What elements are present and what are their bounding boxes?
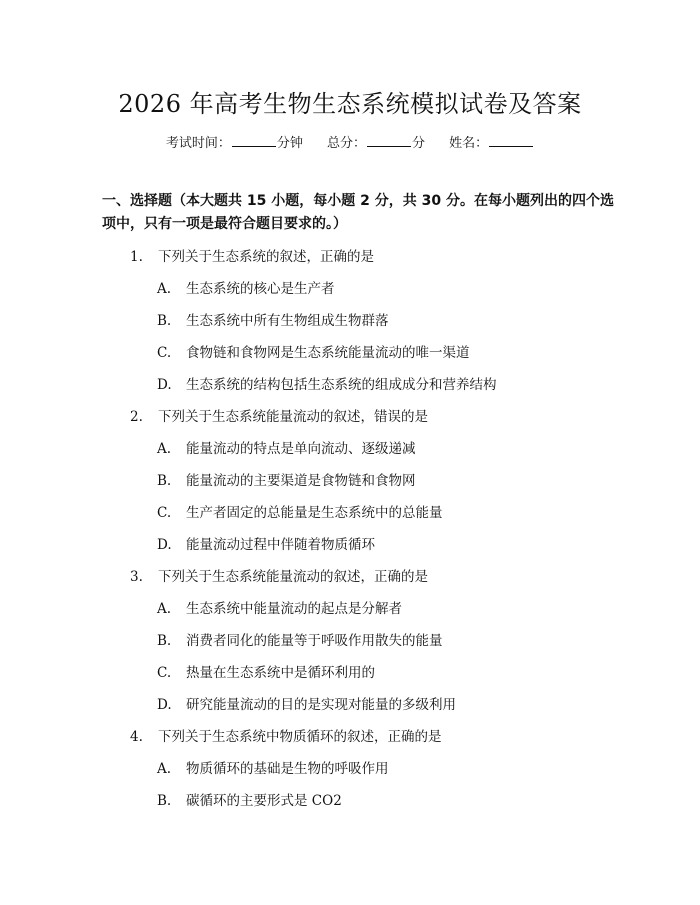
option-1c [157, 341, 470, 361]
option-text: 消费者同化的能量等于呼吸作用散失的能量 [186, 633, 443, 649]
name-blank [489, 134, 533, 147]
option-letter: A. [157, 761, 172, 777]
option-text: 能量流动的主要渠道是食物链和食物网 [186, 473, 416, 489]
option-4b [157, 789, 342, 809]
option-2b [157, 469, 416, 489]
option-3d [157, 693, 456, 713]
time-blank [232, 134, 276, 147]
option-letter: A. [157, 441, 172, 457]
name-field [449, 136, 534, 151]
time-label: 考试时间： [165, 136, 231, 151]
time-unit: 分钟 [276, 136, 303, 151]
option-letter: D. [157, 537, 172, 553]
option-text: 生态系统中能量流动的起点是分解者 [186, 601, 402, 617]
question-number: 2. [130, 409, 143, 425]
question-1 [130, 245, 374, 265]
option-1b [157, 309, 389, 329]
option-text: 能量流动的特点是单向流动、逐级递减 [186, 441, 416, 457]
option-letter: B. [157, 633, 172, 649]
option-2c [157, 501, 443, 521]
question-4 [130, 725, 442, 745]
question-3 [130, 565, 428, 585]
option-text: 碳循环的主要形式是 CO2 [186, 793, 342, 809]
option-3a [157, 597, 402, 617]
option-text: 能量流动过程中伴随着物质循环 [186, 537, 375, 553]
option-3b [157, 629, 443, 649]
option-text: 食物链和食物网是生态系统能量流动的唯一渠道 [186, 345, 470, 361]
option-text: 生态系统的结构包括生态系统的组成成分和营养结构 [186, 377, 497, 393]
name-label: 姓名： [449, 136, 489, 151]
question-number: 1. [130, 249, 143, 265]
question-2 [130, 405, 428, 425]
question-stem: 下列关于生态系统能量流动的叙述，正确的是 [158, 569, 428, 585]
option-letter: B. [157, 793, 172, 809]
option-text: 物质循环的基础是生物的呼吸作用 [186, 761, 389, 777]
option-letter: C. [157, 665, 172, 681]
option-letter: B. [157, 473, 172, 489]
score-field [327, 136, 425, 151]
option-letter: A. [157, 281, 172, 297]
score-unit: 分 [412, 136, 426, 151]
option-3c [157, 661, 375, 681]
option-text: 生态系统中所有生物组成生物群落 [186, 313, 389, 329]
option-1a [157, 277, 335, 297]
option-letter: B. [157, 313, 172, 329]
option-4a [157, 757, 389, 777]
score-blank [367, 134, 411, 147]
option-text: 热量在生态系统中是循环利用的 [186, 665, 375, 681]
page-title: 2026 年高考生物生态系统模拟试卷及答案 [118, 90, 582, 118]
time-field [166, 136, 303, 151]
score-label: 总分： [326, 136, 366, 151]
section-heading: 一、选择题（本大题共 15 小题，每小题 2 分，共 30 分。在每小题列出的四个选项中，只有一项是最符合题目要求的。） [102, 193, 614, 232]
option-2a [157, 437, 416, 457]
option-2d [157, 533, 375, 553]
question-number: 4. [130, 729, 143, 745]
option-letter: C. [157, 345, 172, 361]
option-letter: A. [157, 601, 172, 617]
option-letter: C. [157, 505, 172, 521]
option-letter: D. [157, 377, 172, 393]
option-text: 研究能量流动的目的是实现对能量的多级利用 [186, 697, 456, 713]
option-letter: D. [157, 697, 172, 713]
question-stem: 下列关于生态系统能量流动的叙述，错误的是 [158, 409, 428, 425]
option-1d [157, 373, 497, 393]
option-text: 生产者固定的总能量是生态系统中的总能量 [186, 505, 443, 521]
question-stem: 下列关于生态系统中物质循环的叙述，正确的是 [158, 729, 442, 745]
question-number: 3. [130, 569, 143, 585]
question-stem: 下列关于生态系统的叙述，正确的是 [158, 249, 374, 265]
option-text: 生态系统的核心是生产者 [186, 281, 335, 297]
exam-meta [0, 132, 700, 151]
